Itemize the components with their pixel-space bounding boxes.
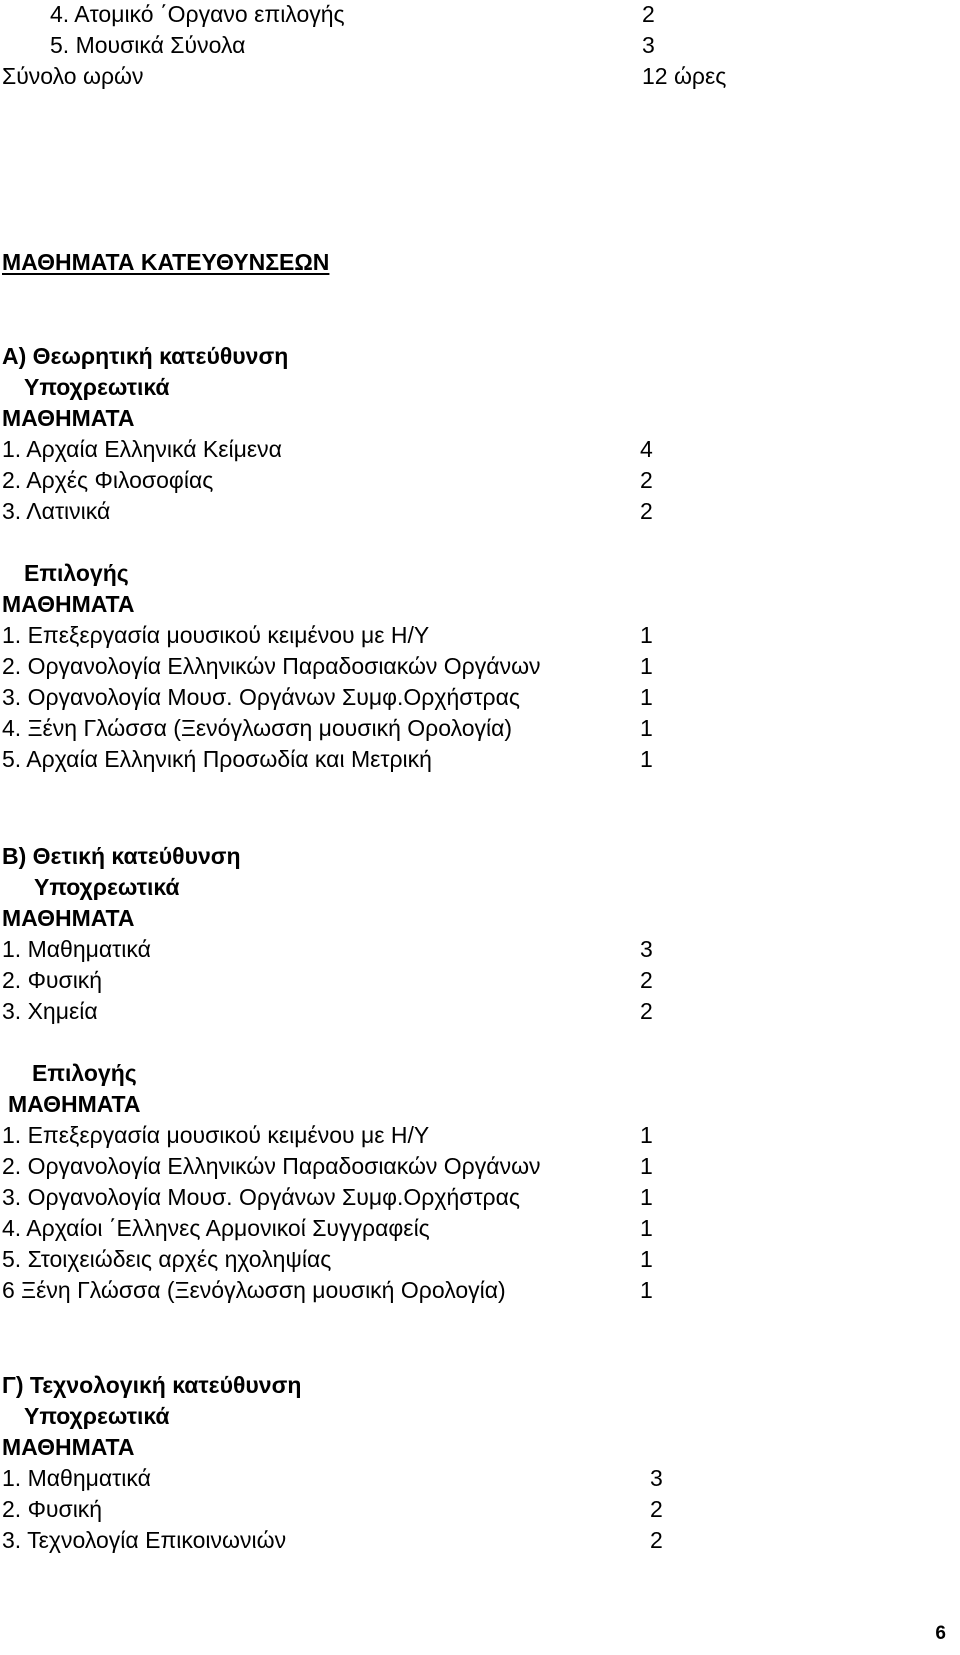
list-item-hours: 1 [640,1184,653,1210]
list-item-hours: 2 [642,1,655,27]
list-item-hours: 3 [642,32,655,58]
section-c-title: Γ) Τεχνολογική κατεύθυνση [2,1372,302,1398]
list-item-hours: 1 [640,1215,653,1241]
section-a-title: Α) Θεωρητική κατεύθυνση [2,343,289,369]
list-item-hours: 1 [640,622,653,648]
list-item-hours: 3 [650,1465,663,1491]
section-heading: ΜΑΘΗΜΑΤΑ ΚΑΤΕΥΘΥΝΣΕΩΝ [2,249,330,275]
list-item-label: 5. Αρχαία Ελληνική Προσωδία και Μετρική [2,746,432,772]
section-b-elective-label: Επιλογής [32,1060,137,1086]
section-b-required-sub: ΜΑΘΗΜΑΤΑ [2,905,135,931]
list-item-label: 5. Στοιχειώδεις αρχές ηχοληψίας [2,1246,332,1272]
list-item-label: 4. Ξένη Γλώσσα (Ξενόγλωσση μουσική Ορολογία) [2,715,513,741]
list-item-label: 3. Οργανολογία Μουσ. Οργάνων Συμφ.Ορχήστρας [2,1184,520,1210]
section-c-required-label: Υποχρεωτικά [24,1403,170,1429]
list-item-label: 2. Αρχές Φιλοσοφίας [2,467,214,493]
section-b-required-label: Υποχρεωτικά [34,874,180,900]
section-b-title: Β) Θετική κατεύθυνση [2,843,241,869]
list-item-label: 1. Επεξεργασία μουσικού κειμένου με Η/Υ [2,1122,430,1148]
list-item-hours: 2 [640,967,653,993]
list-item-label: 4. Αρχαίοι ΄Ελληνες Αρμονικοί Συγγραφείς [2,1215,430,1241]
list-item-hours: 1 [640,1153,653,1179]
list-item-label: 4. Ατομικό ΄Οργανο επιλογής [50,1,345,27]
list-item-hours: 2 [640,467,653,493]
list-item-label: 3. Τεχνολογία Επικοινωνιών [2,1527,287,1553]
section-c-required-sub: ΜΑΘΗΜΑΤΑ [2,1434,135,1460]
section-b-elective-sub: ΜΑΘΗΜΑΤΑ [8,1091,141,1117]
list-item-hours: 2 [650,1527,663,1553]
list-item-label: 1. Αρχαία Ελληνικά Κείμενα [2,436,282,462]
list-item-label: 3. Χημεία [2,998,98,1024]
total-value: 12 ώρες [642,63,727,89]
list-item-hours: 2 [650,1496,663,1522]
list-item-hours: 1 [640,715,653,741]
total-label: Σύνολο ωρών [2,63,144,89]
list-item-hours: 1 [640,1277,653,1303]
list-item-label: 5. Μουσικά Σύνολα [50,32,246,58]
list-item-hours: 1 [640,1246,653,1272]
page-number: 6 [935,1623,946,1644]
section-a-elective-sub: ΜΑΘΗΜΑΤΑ [2,591,135,617]
list-item-hours: 1 [640,684,653,710]
list-item-hours: 1 [640,653,653,679]
list-item-hours: 4 [640,436,653,462]
list-item-label: 2. Φυσική [2,1496,103,1522]
list-item-hours: 1 [640,746,653,772]
list-item-hours: 2 [640,498,653,524]
list-item-hours: 3 [640,936,653,962]
list-item-label: 1. Επεξεργασία μουσικού κειμένου με Η/Υ [2,622,430,648]
list-item-hours: 2 [640,998,653,1024]
list-item-label: 1. Μαθηματικά [2,936,151,962]
list-item-hours: 1 [640,1122,653,1148]
list-item-label: 3. Λατινικά [2,498,111,524]
section-a-required-label: Υποχρεωτικά [24,374,170,400]
list-item-label: 6 Ξένη Γλώσσα (Ξενόγλωσση μουσική Ορολογία) [2,1277,506,1303]
list-item-label: 2. Οργανολογία Ελληνικών Παραδοσιακών Οργάνων [2,653,541,679]
list-item-label: 3. Οργανολογία Μουσ. Οργάνων Συμφ.Ορχήστρας [2,684,520,710]
section-a-required-sub: ΜΑΘΗΜΑΤΑ [2,405,135,431]
list-item-label: 1. Μαθηματικά [2,1465,151,1491]
list-item-label: 2. Οργανολογία Ελληνικών Παραδοσιακών Οργάνων [2,1153,541,1179]
section-a-elective-label: Επιλογής [24,560,129,586]
list-item-label: 2. Φυσική [2,967,103,993]
